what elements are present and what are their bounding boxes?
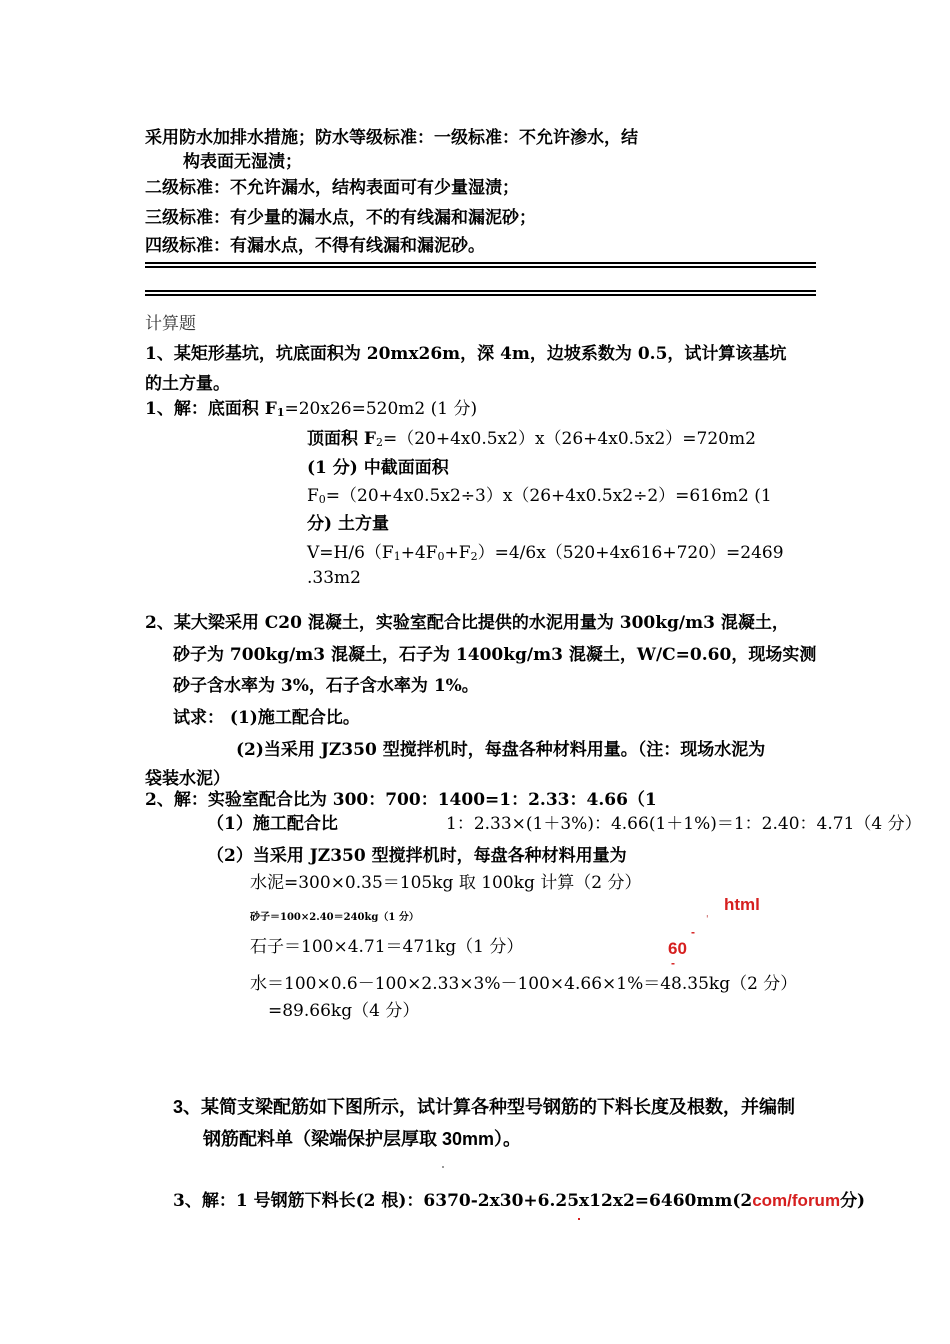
q1-line-1: 1、某矩形基坑，坑底面积为 20mx26m，深 4m，边坡系数为 0.5，试计算该基坑 [145,344,787,364]
intro-line-2: 构表面无湿渍； [183,152,302,172]
q3-solution: 3、解：1 号钢筋下料长(2 根)：6370-2x30+6.25x12x2=6460mm(2com/forum分) [173,1191,866,1211]
intro-line-4: 三级标准：有少量的漏水点，不的有线漏和漏泥砂； [145,208,536,228]
q1-solution-volume-label: 分) 土方量 [307,514,389,534]
q3-line-1: 3、某简支梁配筋如下图所示，试计算各种型号钢筋的下料长度及根数，并编制 [173,1097,796,1117]
q2-solution-8: =89.66kg（4 分） [268,1001,420,1021]
watermark-mark: ' [706,915,709,925]
q1-solution-mid-area: $F_0=(20+4x0.5x2\div 3)x(26+4x0.5x2\div 2)=616m2$ (1 [307,486,772,506]
q1-solution-mid-label: (1 分) 中截面面积 [307,458,449,478]
q2-solution-2-label: （1）施工配合比 [207,814,338,834]
q2-line-2: 砂子为 700kg/m3 混凝土，石子为 1400kg/m3 混凝土，W/C=0.60，现场实测 [173,645,817,665]
q1-solution-volume: $V=H/6(F_1+4F_0+F_2)=4/6x(520+4x616+720)=2469$ [307,543,784,563]
divider-rule [145,294,816,296]
speck [578,1218,580,1220]
q2-line-6: 袋装水泥） [145,769,230,789]
divider-rule [145,262,816,264]
watermark-forum: com/forum [752,1191,841,1210]
q2-line-5: (2)当采用 JZ350 型搅拌机时，每盘各种材料用量。（注：现场水泥为 [236,740,766,760]
q3-line-2: 钢筋配料单（梁端保护层厚取 30mm）。 [203,1129,522,1149]
q2-solution-4: 水泥=300×0.35＝105kg 取 100kg 计算（2 分） [250,873,642,893]
q1-line-2: 的土方量。 [145,374,230,394]
q2-solution-5: 砂子＝100×2.40＝240kg（1 分） [250,912,419,923]
q1-solution-top-area: 顶面积 $F_2=(20+4x0.5x2)x(26+4x0.5x2)=720m2$ [307,429,756,449]
q2-line-1: 2、某大梁采用 C20 混凝土，实验室配合比提供的水泥用量为 300kg/m3 混凝土， [145,613,789,633]
q2-solution-1: 2、解：实验室配合比为 300：700：1400=1：2.33：4.66（1 [145,790,657,810]
intro-line-1: 采用防水加排水措施；防水等级标准：一级标准：不允许渗水，结 [145,128,638,148]
divider-rule [145,290,816,292]
speck [442,1166,444,1168]
q2-line-4: 试求： (1)施工配合比。 [173,708,360,728]
section-title: 计算题 [145,314,196,334]
watermark-html: html [724,895,760,914]
intro-line-3: 二级标准：不允许漏水，结构表面可有少量湿渍； [145,178,519,198]
q2-line-3: 砂子含水率为 3%，石子含水率为 1%。 [173,676,479,696]
watermark-dash: - [671,956,675,970]
q1-solution-base-area: 1、解：底面积 $F_1=20x26=520m2$ (1 分) [145,399,478,419]
divider-rule [145,266,816,268]
watermark-dash: - [691,925,695,939]
q2-solution-2-value: 1：2.33×(1＋3%)：4.66(1＋1%)＝1：2.40：4.71（4 分） [446,814,922,834]
watermark-60: 60 [668,939,687,958]
intro-line-5: 四级标准：有漏水点，不得有线漏和漏泥砂。 [145,236,485,256]
q2-solution-6: 石子＝100×4.71＝471kg（1 分） [250,937,524,957]
q2-solution-3: （2）当采用 JZ350 型搅拌机时，每盘各种材料用量为 [207,846,627,866]
q2-solution-7: 水＝100×0.6－100×2.33×3%－100×4.66×1%＝48.35kg（2 分） [250,974,798,994]
q1-solution-volume-cont: .33m2 [307,568,361,588]
